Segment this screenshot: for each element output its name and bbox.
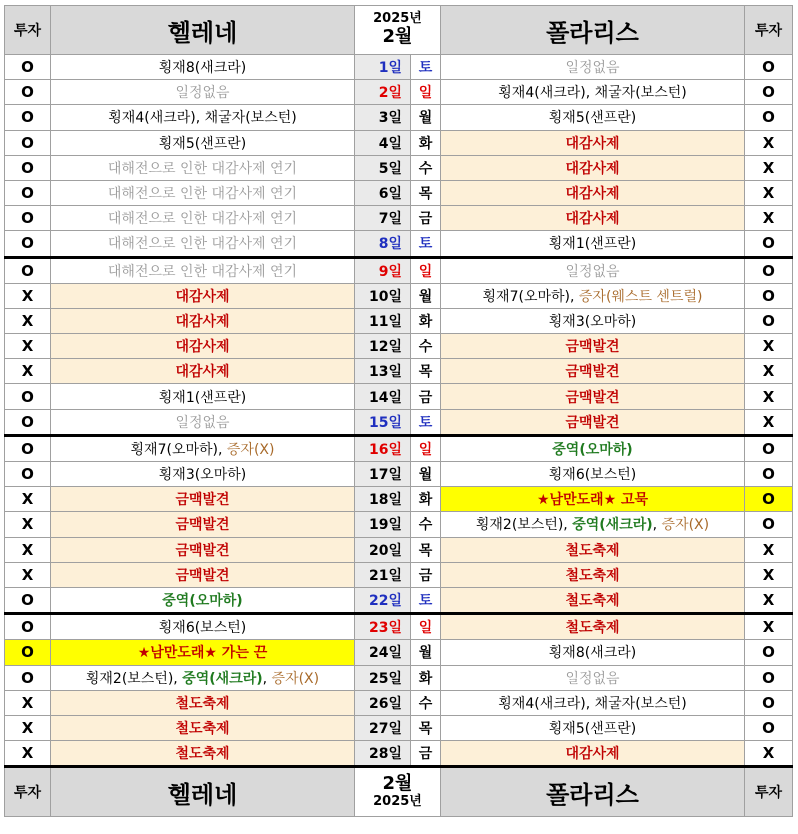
left-event-cell (51, 231, 355, 257)
day-number: 25일 (355, 665, 411, 690)
left-character-name-footer: 헬레네 (51, 767, 355, 817)
right-event-cell (441, 435, 745, 461)
day-number: 10일 (355, 283, 411, 308)
left-event-cell (51, 334, 355, 359)
left-event-cell (51, 206, 355, 231)
day-number: 22일 (355, 587, 411, 613)
right-event-cell (441, 283, 745, 308)
event-text: 대해전으로 인한 대감사제 연기 (107, 186, 298, 203)
right-event-cell (441, 614, 745, 640)
left-invest-mark: O (5, 105, 51, 130)
right-invest-mark: O (745, 715, 793, 740)
right-invest-mark: O (745, 512, 793, 537)
day-number: 3일 (355, 105, 411, 130)
right-event-cell (441, 487, 745, 512)
event-text: 철도축제 (565, 542, 620, 559)
day-of-week: 수 (411, 155, 441, 180)
event-text: 대감사제 (565, 746, 620, 763)
right-event-cell (441, 55, 745, 80)
left-event-cell (51, 537, 355, 562)
schedule-row (5, 359, 793, 384)
left-event-cell (51, 283, 355, 308)
schedule-row (5, 409, 793, 435)
left-event-cell (51, 130, 355, 155)
event-text: 철도축제 (565, 567, 620, 584)
event-text: 횡재7(오마하), (130, 441, 227, 458)
right-invest-mark: X (745, 537, 793, 562)
left-invest-mark: O (5, 665, 51, 690)
day-number: 2일 (355, 80, 411, 105)
day-number: 11일 (355, 308, 411, 333)
schedule-row (5, 231, 793, 257)
day-of-week: 목 (411, 537, 441, 562)
event-text: 횡재7(오마하), (482, 288, 579, 305)
event-text: 대감사제 (175, 339, 230, 356)
event-text: 횡재1(샌프란) (548, 236, 637, 253)
left-event-cell (51, 614, 355, 640)
schedule-table-container (4, 5, 792, 817)
event-text: 횡재5(샌프란) (548, 720, 637, 737)
right-event-cell (441, 231, 745, 257)
schedule-row (5, 640, 793, 665)
schedule-row (5, 80, 793, 105)
right-invest-mark: O (745, 283, 793, 308)
schedule-row (5, 435, 793, 461)
schedule-table (4, 5, 793, 817)
event-text: 금맥발견 (565, 364, 620, 381)
event-text: 철도축제 (565, 593, 620, 610)
event-text: 횡재6(보스턴) (158, 620, 247, 637)
left-invest-mark: O (5, 435, 51, 461)
day-number: 12일 (355, 334, 411, 359)
schedule-row (5, 614, 793, 640)
event-text: ★남만도래★ 가는 끈 (137, 645, 268, 662)
left-invest-mark: O (5, 231, 51, 257)
header-row-bottom (5, 767, 793, 817)
event-text: 횡재2(보스턴), (85, 670, 183, 687)
right-invest-mark: X (745, 614, 793, 640)
left-invest-mark: X (5, 308, 51, 333)
right-invest-mark: O (745, 308, 793, 333)
right-event-cell (441, 715, 745, 740)
left-invest-mark: O (5, 206, 51, 231)
right-invest-mark: O (745, 640, 793, 665)
schedule-row (5, 665, 793, 690)
right-event-cell (441, 155, 745, 180)
left-invest-mark: X (5, 512, 51, 537)
event-text: 대해전으로 인한 대감사제 연기 (107, 211, 298, 228)
right-character-name: 폴라리스 (441, 6, 745, 55)
right-event-cell (441, 741, 745, 767)
right-invest-mark: X (745, 384, 793, 409)
left-invest-mark: X (5, 690, 51, 715)
day-of-week: 수 (411, 512, 441, 537)
right-invest-mark: X (745, 359, 793, 384)
event-text: 대감사제 (565, 160, 620, 177)
left-invest-mark: O (5, 257, 51, 283)
day-number: 16일 (355, 435, 411, 461)
day-of-week: 화 (411, 308, 441, 333)
schedule-row (5, 512, 793, 537)
event-text: 금맥발견 (175, 542, 230, 559)
left-invest-mark: X (5, 537, 51, 562)
left-event-cell (51, 105, 355, 130)
day-of-week: 화 (411, 487, 441, 512)
event-text: 금맥발견 (565, 389, 620, 406)
right-invest-mark: X (745, 206, 793, 231)
day-of-week: 목 (411, 715, 441, 740)
event-text: 횡재8(새크라) (548, 645, 637, 662)
right-invest-mark: O (745, 690, 793, 715)
event-text: 대감사제 (565, 186, 620, 203)
day-number: 4일 (355, 130, 411, 155)
event-text: 일정없음 (565, 263, 620, 280)
event-text: 증자(X) (271, 670, 320, 687)
left-invest-mark: O (5, 587, 51, 613)
right-character-name-footer: 폴라리스 (441, 767, 745, 817)
right-invest-mark: X (745, 130, 793, 155)
right-invest-mark: O (745, 55, 793, 80)
left-event-cell (51, 640, 355, 665)
event-text: 대감사제 (175, 313, 230, 330)
event-text: 금맥발견 (565, 414, 620, 431)
left-invest-footer: 투자 (5, 767, 51, 817)
top-month-label: 2월 (382, 26, 413, 48)
event-text: 횡재5(샌프란) (548, 110, 637, 127)
day-number: 23일 (355, 614, 411, 640)
schedule-row (5, 155, 793, 180)
schedule-row (5, 537, 793, 562)
event-text: 대감사제 (175, 288, 230, 305)
top-year-label: 2025년 (373, 11, 422, 27)
left-invest-mark: X (5, 359, 51, 384)
day-number: 7일 (355, 206, 411, 231)
schedule-row (5, 334, 793, 359)
schedule-rows (5, 55, 793, 767)
day-of-week: 월 (411, 462, 441, 487)
left-invest-mark: O (5, 180, 51, 205)
bottom-year-label: 2025년 (373, 794, 422, 810)
day-of-week: 월 (411, 283, 441, 308)
event-text: 중역(오마하) (162, 593, 243, 610)
left-event-cell (51, 435, 355, 461)
left-event-cell (51, 665, 355, 690)
schedule-row (5, 257, 793, 283)
event-text: 횡재4(새크라), 채굴자(보스턴) (108, 110, 297, 127)
left-event-cell (51, 55, 355, 80)
day-of-week: 목 (411, 359, 441, 384)
day-of-week: 월 (411, 105, 441, 130)
left-invest-mark: X (5, 562, 51, 587)
event-text: 일정없음 (175, 414, 230, 431)
event-text: 횡재3(오마하) (158, 467, 247, 484)
event-text: 일정없음 (565, 60, 620, 77)
left-invest-mark: O (5, 384, 51, 409)
right-invest-mark: O (745, 435, 793, 461)
bottom-month-label: 2월 (382, 773, 413, 795)
day-number: 8일 (355, 231, 411, 257)
left-invest-mark: O (5, 409, 51, 435)
schedule-row (5, 308, 793, 333)
right-event-cell (441, 537, 745, 562)
day-number: 6일 (355, 180, 411, 205)
event-text: 금맥발견 (175, 517, 230, 534)
day-number: 15일 (355, 409, 411, 435)
day-number: 5일 (355, 155, 411, 180)
schedule-row (5, 462, 793, 487)
left-invest-mark: O (5, 55, 51, 80)
day-of-week: 수 (411, 690, 441, 715)
schedule-row (5, 180, 793, 205)
right-invest-mark: X (745, 155, 793, 180)
day-number: 14일 (355, 384, 411, 409)
right-event-cell (441, 130, 745, 155)
right-event-cell (441, 180, 745, 205)
right-invest-mark: O (745, 487, 793, 512)
left-event-cell (51, 80, 355, 105)
day-number: 21일 (355, 562, 411, 587)
event-text: 대감사제 (565, 135, 620, 152)
event-text: 횡재4(새크라), 채굴자(보스턴) (498, 695, 687, 712)
left-invest-mark: O (5, 155, 51, 180)
right-event-cell (441, 640, 745, 665)
right-invest-mark: O (745, 257, 793, 283)
event-text: 철도축제 (565, 620, 620, 637)
day-of-week: 토 (411, 587, 441, 613)
left-invest-header: 투자 (5, 6, 51, 55)
schedule-row (5, 105, 793, 130)
event-text: 대감사제 (175, 364, 230, 381)
left-event-cell (51, 562, 355, 587)
event-text: 철도축제 (175, 695, 230, 712)
left-event-cell (51, 587, 355, 613)
left-event-cell (51, 715, 355, 740)
right-event-cell (441, 308, 745, 333)
left-character-name: 헬레네 (51, 6, 355, 55)
event-text: 일정없음 (565, 670, 620, 687)
left-invest-mark: X (5, 715, 51, 740)
right-event-cell (441, 665, 745, 690)
event-text: 중역(새크라) (572, 517, 653, 534)
left-invest-mark: O (5, 80, 51, 105)
top-date-header (355, 6, 441, 55)
day-of-week: 화 (411, 665, 441, 690)
day-number: 18일 (355, 487, 411, 512)
left-event-cell (51, 155, 355, 180)
right-invest-mark: X (745, 409, 793, 435)
right-event-cell (441, 206, 745, 231)
left-invest-mark: O (5, 130, 51, 155)
right-event-cell (441, 105, 745, 130)
event-text: 대감사제 (565, 211, 620, 228)
header-row-top (5, 6, 793, 55)
event-text: 중역(새크라) (182, 670, 263, 687)
left-event-cell (51, 741, 355, 767)
event-text: , (652, 517, 662, 534)
schedule-row (5, 55, 793, 80)
day-number: 1일 (355, 55, 411, 80)
left-event-cell (51, 487, 355, 512)
right-event-cell (441, 462, 745, 487)
day-of-week: 월 (411, 640, 441, 665)
day-of-week: 일 (411, 80, 441, 105)
left-event-cell (51, 409, 355, 435)
left-invest-mark: O (5, 614, 51, 640)
right-event-cell (441, 512, 745, 537)
schedule-row (5, 283, 793, 308)
left-invest-mark: X (5, 741, 51, 767)
day-number: 20일 (355, 537, 411, 562)
bottom-date-header (355, 767, 441, 817)
event-text: 횡재4(새크라), 채굴자(보스턴) (498, 85, 687, 102)
left-invest-mark: X (5, 487, 51, 512)
day-number: 17일 (355, 462, 411, 487)
left-event-cell (51, 308, 355, 333)
right-event-cell (441, 384, 745, 409)
day-number: 9일 (355, 257, 411, 283)
schedule-row (5, 715, 793, 740)
right-invest-mark: O (745, 231, 793, 257)
schedule-row (5, 562, 793, 587)
event-text: 증자(X) (661, 517, 710, 534)
left-event-cell (51, 359, 355, 384)
right-invest-mark: X (745, 334, 793, 359)
right-event-cell (441, 409, 745, 435)
day-of-week: 금 (411, 741, 441, 767)
event-text: ★남만도래★ 고묵 (536, 492, 649, 509)
schedule-row (5, 690, 793, 715)
day-of-week: 금 (411, 384, 441, 409)
event-text: 철도축제 (175, 720, 230, 737)
event-text: 횡재2(보스턴), (475, 517, 573, 534)
left-event-cell (51, 180, 355, 205)
right-event-cell (441, 359, 745, 384)
left-invest-mark: X (5, 283, 51, 308)
right-invest-mark: O (745, 462, 793, 487)
day-of-week: 수 (411, 334, 441, 359)
event-text: , (262, 670, 272, 687)
schedule-row (5, 487, 793, 512)
day-number: 28일 (355, 741, 411, 767)
schedule-row (5, 741, 793, 767)
day-of-week: 화 (411, 130, 441, 155)
day-number: 26일 (355, 690, 411, 715)
left-event-cell (51, 257, 355, 283)
schedule-row (5, 130, 793, 155)
right-invest-mark: O (745, 105, 793, 130)
left-invest-mark: O (5, 640, 51, 665)
day-of-week: 금 (411, 562, 441, 587)
event-text: 철도축제 (175, 746, 230, 763)
right-event-cell (441, 257, 745, 283)
event-text: 금맥발견 (565, 339, 620, 356)
day-of-week: 일 (411, 435, 441, 461)
event-text: 횡재6(보스턴) (548, 467, 637, 484)
event-text: 횡재5(샌프란) (158, 135, 247, 152)
day-of-week: 토 (411, 231, 441, 257)
left-invest-mark: X (5, 334, 51, 359)
day-number: 19일 (355, 512, 411, 537)
event-text: 일정없음 (175, 85, 230, 102)
left-event-cell (51, 512, 355, 537)
left-event-cell (51, 384, 355, 409)
event-text: 금맥발견 (175, 492, 230, 509)
event-text: 횡재8(새크라) (158, 60, 247, 77)
right-event-cell (441, 587, 745, 613)
right-event-cell (441, 562, 745, 587)
day-of-week: 토 (411, 55, 441, 80)
schedule-row (5, 384, 793, 409)
left-event-cell (51, 462, 355, 487)
day-of-week: 일 (411, 614, 441, 640)
event-text: 증자(X) (226, 441, 275, 458)
right-invest-mark: X (745, 587, 793, 613)
event-text: 금맥발견 (175, 567, 230, 584)
event-text: 중역(오마하) (552, 441, 633, 458)
day-of-week: 토 (411, 409, 441, 435)
right-event-cell (441, 80, 745, 105)
event-text: 대해전으로 인한 대감사제 연기 (107, 236, 298, 253)
schedule-row (5, 206, 793, 231)
left-invest-mark: O (5, 462, 51, 487)
right-invest-mark: X (745, 562, 793, 587)
event-text: 대해전으로 인한 대감사제 연기 (107, 263, 298, 280)
right-invest-footer: 투자 (745, 767, 793, 817)
right-event-cell (441, 690, 745, 715)
right-invest-mark: O (745, 665, 793, 690)
right-invest-mark: X (745, 741, 793, 767)
schedule-row (5, 587, 793, 613)
event-text: 횡재1(샌프란) (158, 389, 247, 406)
day-number: 24일 (355, 640, 411, 665)
day-of-week: 목 (411, 180, 441, 205)
day-of-week: 일 (411, 257, 441, 283)
left-event-cell (51, 690, 355, 715)
right-event-cell (441, 334, 745, 359)
event-text: 대해전으로 인한 대감사제 연기 (107, 160, 298, 177)
right-invest-mark: X (745, 180, 793, 205)
right-invest-header: 투자 (745, 6, 793, 55)
right-invest-mark: O (745, 80, 793, 105)
event-text: 횡재3(오마하) (548, 313, 637, 330)
event-text: 증자(웨스트 센트럴) (578, 288, 703, 305)
day-number: 13일 (355, 359, 411, 384)
day-of-week: 금 (411, 206, 441, 231)
day-number: 27일 (355, 715, 411, 740)
